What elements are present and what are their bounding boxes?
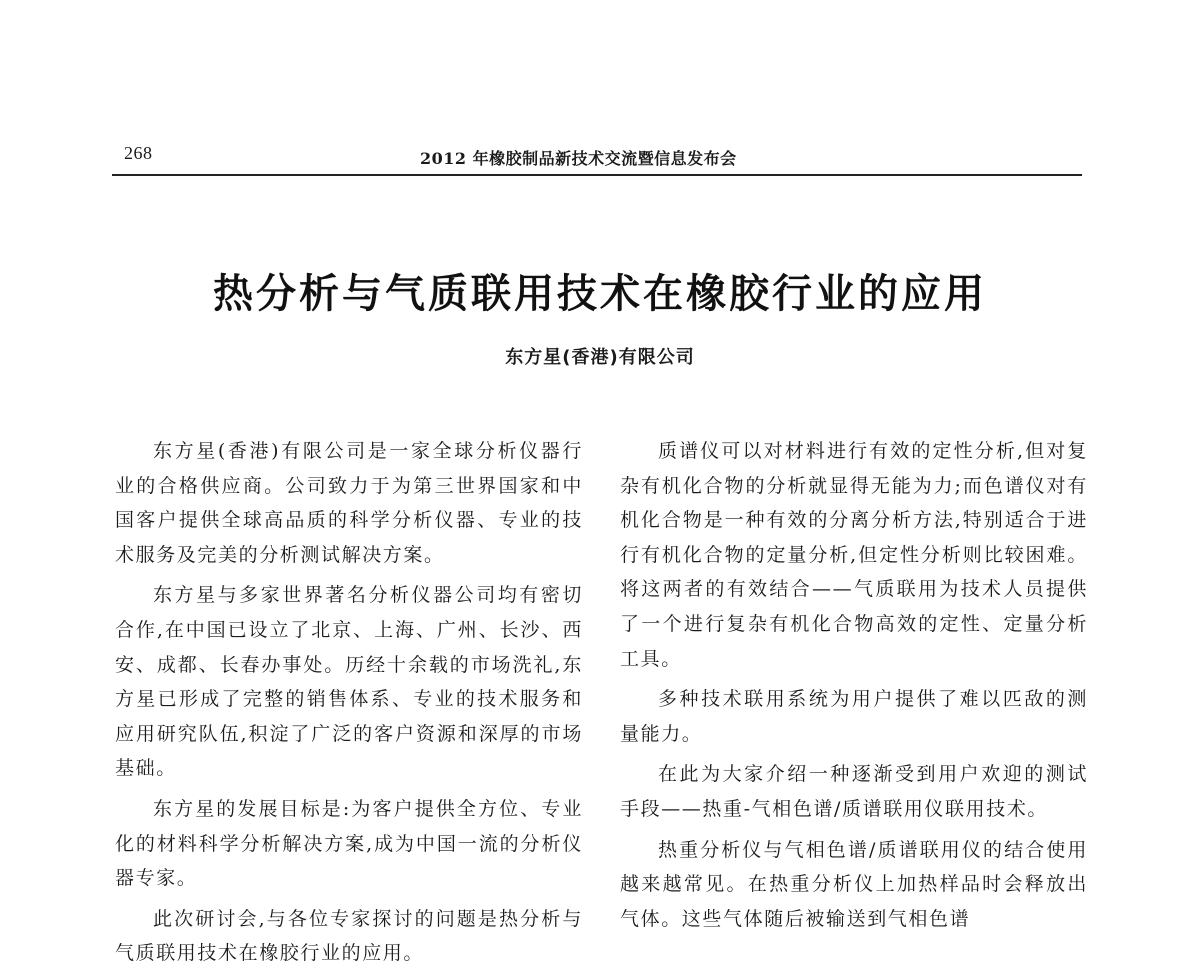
- paragraph: 东方星(香港)有限公司是一家全球分析仪器行业的合格供应商。公司致力于为第三世界国家和中国客户提供全球高品质的科学分析仪器、专业的技术服务及完美的分析测试解决方案。: [115, 440, 583, 566]
- paragraph: 热重分析仪与气相色谱/质谱联用仪的结合使用越来越常见。在热重分析仪上加热样品时会释放出气体。这些气体随后被输送到气相色谱: [620, 838, 1088, 930]
- article-title: 热分析与气质联用技术在橡胶行业的应用: [213, 271, 987, 317]
- right-column: [620, 434, 1088, 942]
- paragraph: 东方星与多家世界著名分析仪器公司均有密切合作,在中国已设立了北京、上海、广州、长沙、西安、成都、长春办事处。历经十余载的市场洗礼,东方星已形成了完整的销售体系、专业的技术服务和应用研究队伍,积淀了广泛的客户资源和深厚的市场基础。: [115, 584, 583, 780]
- page-number: 268: [124, 143, 153, 163]
- left-column: [115, 434, 583, 977]
- header-divider: [112, 174, 1082, 176]
- author-affiliation: 东方星(香港)有限公司: [505, 347, 695, 368]
- paragraph: 多种技术联用系统为用户提供了难以匹敌的测量能力。: [620, 688, 1088, 745]
- paragraph: 东方星的发展目标是:为客户提供全方位、专业化的材料科学分析解决方案,成为中国一流的分析仪器专家。: [115, 797, 583, 890]
- paragraph: 在此为大家介绍一种逐渐受到用户欢迎的测试手段——热重-气相色谱/质谱联用仪联用技术。: [620, 763, 1088, 820]
- running-header-title: 2012 年橡胶制品新技术交流暨信息发布会: [420, 149, 737, 168]
- paragraph: 此次研讨会,与各位专家探讨的问题是热分析与气质联用技术在橡胶行业的应用。: [115, 907, 583, 965]
- paragraph: 质谱仪可以对材料进行有效的定性分析,但对复杂有机化合物的分析就显得无能为力;而色谱仪对有机化合物是一种有效的分离分析方法,特别适合于进行有机化合物的定量分析,但定性分析则比较困难。将这两者的有效结合——气质联用为技术人员提供了一个进行复杂有机化合物高效的定性、定量分析工具。: [620, 440, 1088, 670]
